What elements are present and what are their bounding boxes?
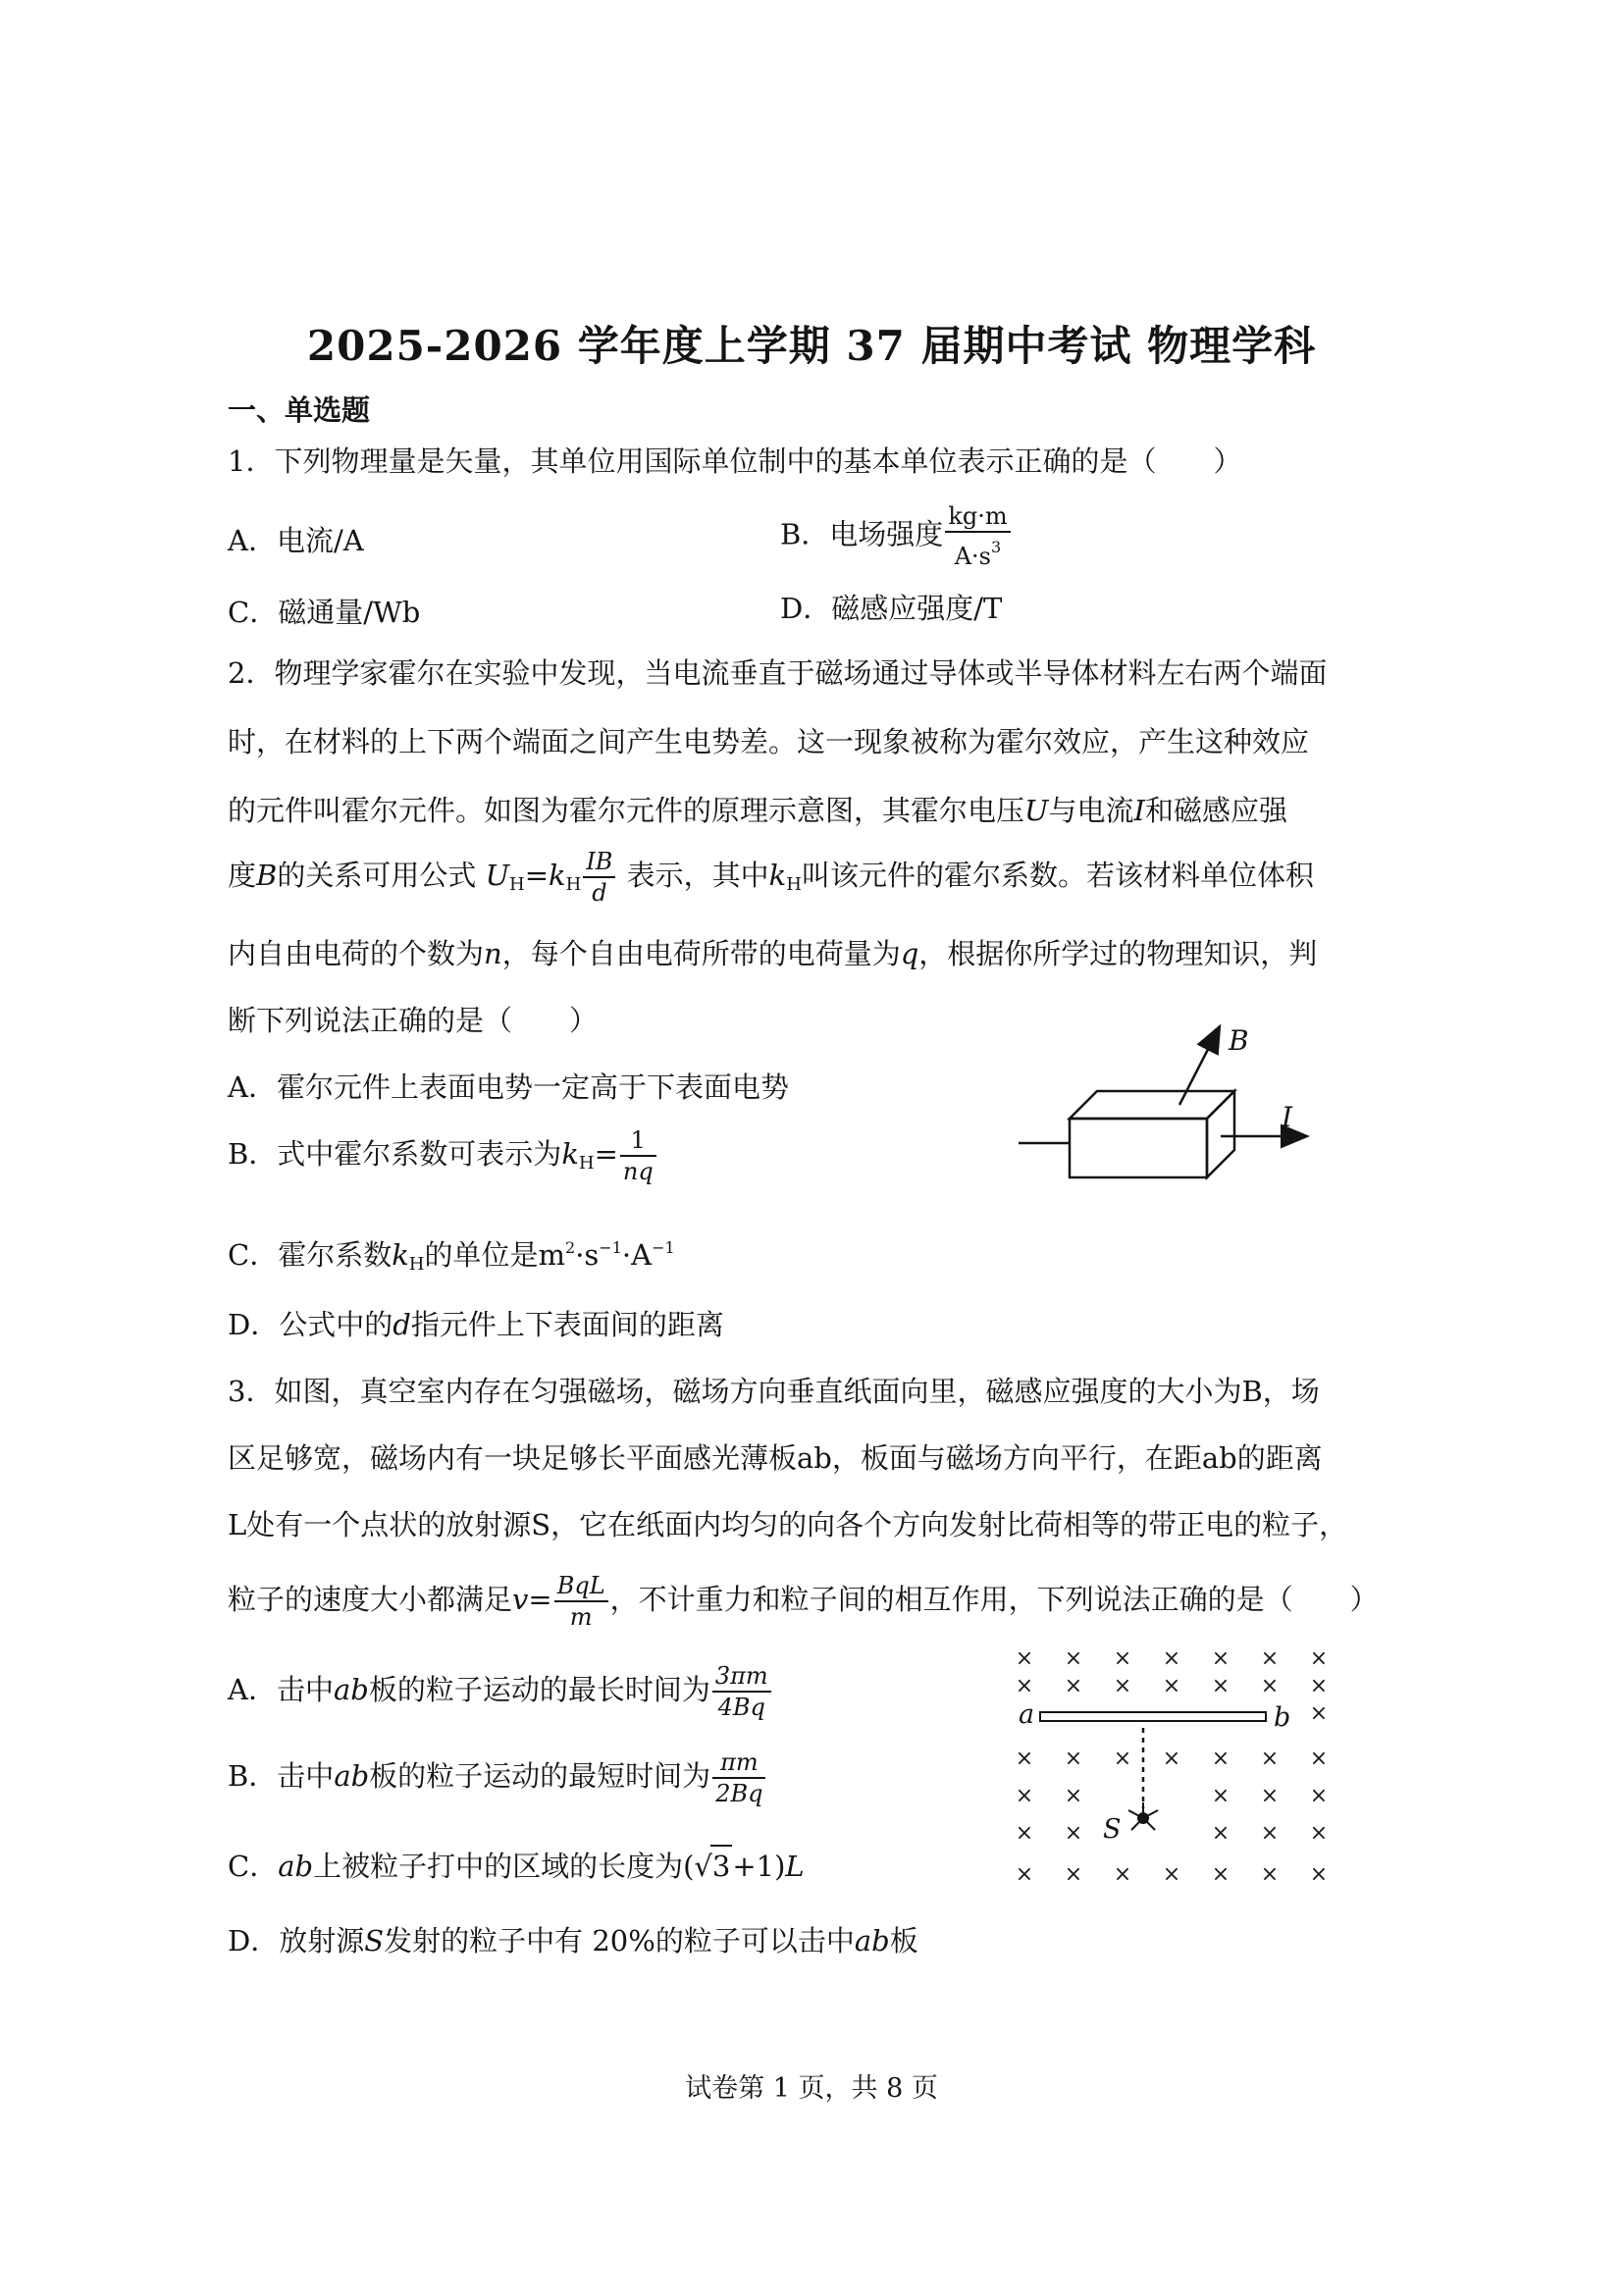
field-x-mark: × [1015,1862,1034,1887]
q2-line5-text-a: 内自由电荷的个数为 [228,937,485,970]
q3-option-c [228,1845,805,1886]
q3-line-2: 区足够宽，磁场内有一块足够长平面感光薄板ab，板面与磁场方向平行，在距ab的距离 [228,1441,1323,1475]
q2-line4-text-d: 叫该元件的霍尔系数。若该材料单位体积 [801,859,1314,892]
q2-line-1: 2．物理学家霍尔在实验中发现，当电流垂直于磁场通过导体或半导体材料左右两个端面 [228,656,1328,690]
q3-b-fraction [712,1748,765,1807]
q3-line-4 [228,1572,1379,1631]
q3-line4-text-a: 粒子的速度大小都满足 [228,1583,513,1616]
fig-label-B: B [1229,1024,1249,1057]
q2-line-6: 断下列说法正确的是（ ） [228,1004,599,1037]
formula-k: k [549,859,566,892]
magnetic-field-figure [1001,1634,1344,1899]
q3-b-numerator: πm [712,1748,765,1779]
hall-element-figure [1011,1011,1325,1197]
q2-line-4 [228,848,1314,907]
field-x-mark: × [1113,1747,1132,1771]
q3-line-1: 3．如图，真空室内存在匀强磁场，磁场方向垂直纸面向里，磁感应强度的大小为B，场 [228,1375,1320,1408]
q2-b-denominator: nq [622,1158,654,1185]
q2-line3-text-c: 和磁感应强 [1144,794,1287,827]
q2-var-n: n [484,937,502,970]
magnetic-field-arrow [1179,1028,1219,1105]
q2-line-5 [228,934,1317,973]
q2-c-unit-m: m [538,1238,565,1272]
q3-c-text: 上被粒子打中的区域的长度为( [313,1850,695,1883]
q1-b-den-exp: 3 [991,538,1002,556]
q2-line-3 [228,791,1287,830]
q2-b-k: k [561,1137,579,1171]
field-x-mark: × [1211,1821,1230,1846]
page-footer: 试卷第 1 页，共 8 页 [685,2073,938,2104]
field-x-mark: × [1064,1784,1083,1808]
q2-option-d-text: 指元件上下表面间的距离 [410,1308,724,1341]
exam-title: 2025-2026 学年度上学期 37 届期中考试 物理学科 [306,322,1317,370]
q2-option-a: A．霍尔元件上表面电势一定高于下表面电势 [228,1070,789,1104]
formula-U: U [485,859,510,892]
q3-d-end: 板 [889,1924,918,1957]
field-x-mark: × [1260,1821,1280,1846]
q3-a-fraction [712,1662,771,1721]
q1-b-denominator [945,533,1010,570]
q2-line4-text-b: 的关系可用公式 [277,859,477,892]
q2-hall-formula [485,848,618,907]
field-x-mark: × [1260,1646,1280,1671]
field-x-mark: × [1064,1646,1083,1671]
field-x-mark: × [1113,1674,1132,1698]
block-front-face [1070,1119,1207,1177]
q2-b-numerator: 1 [620,1126,656,1157]
q1-option-d: D．磁感应强度/T [780,592,1003,625]
q1-option-b-label: B．电场强度 [780,517,944,551]
field-x-mark: × [1309,1747,1329,1771]
q2-var-B: B [256,859,278,892]
q3-option-d [228,1921,918,1960]
q3-line-3: L处有一个点状的放射源S，它在纸面内均匀的向各个方向发射比荷相等的带正电的粒子， [228,1508,1348,1541]
field-x-mark: × [1162,1747,1181,1771]
q2-c-exp-2: −1 [599,1238,622,1257]
q3-a-ab: ab [333,1673,369,1706]
photosensitive-plate [1040,1712,1266,1721]
q3-c-L: L [785,1850,805,1883]
field-x-mark: × [1015,1747,1034,1771]
q2-var-k: k [768,859,787,892]
fig-label-a: a [1019,1699,1035,1730]
q3-c-root: 3 [710,1845,732,1886]
q2-c-unit-A: ·A [621,1238,653,1272]
field-x-mark: × [1064,1862,1083,1887]
field-x-mark: × [1015,1821,1034,1846]
q2-var-U: U [1024,794,1049,827]
field-x-mark: × [1309,1862,1329,1887]
field-x-mark: × [1260,1862,1280,1887]
q3-v-fraction [554,1572,608,1631]
q3-c-label: C． [228,1850,279,1883]
q1-b-numerator: kg·m [945,502,1010,533]
field-x-mark: × [1309,1784,1329,1808]
q2-line3-text-a: 的元件叫霍尔元件。如图为霍尔元件的原理示意图，其霍尔电压 [228,794,1025,827]
formula-U-sub: H [509,874,525,895]
q3-d-label: D．放射源 [228,1924,365,1957]
q3-v-numerator: BqL [554,1572,608,1602]
q2-line4-text-a: 度 [228,859,257,892]
field-x-mark: × [1064,1674,1083,1698]
sqrt-symbol: √ [694,1850,712,1883]
q2-option-d [228,1305,724,1344]
formula-denominator: d [592,879,607,907]
q2-d-var: d [393,1308,411,1341]
q2-var-I: I [1133,794,1145,827]
field-x-mark: × [1015,1784,1034,1808]
field-x-mark: × [1015,1646,1034,1671]
q3-b-text: 板的粒子运动的最短时间为 [369,1759,711,1793]
q2-option-b [228,1126,658,1185]
fig-label-S: S [1103,1814,1122,1845]
formula-equals: = [524,859,550,892]
field-x-mark: × [1309,1821,1329,1846]
q2-line5-text-b: ，每个自由电荷所带的电荷量为 [501,937,901,970]
q3-option-a [228,1662,773,1721]
q3-a-label: A．击中 [228,1673,334,1706]
field-x-mark: × [1309,1701,1329,1726]
q2-var-k-sub: H [786,874,802,895]
field-x-marks [1016,1646,1328,1887]
q1-option-b-fraction [945,502,1010,570]
field-x-mark: × [1113,1646,1132,1671]
q2-option-d-label: D．公式中的 [228,1308,393,1341]
q3-a-text: 板的粒子运动的最长时间为 [368,1673,710,1706]
q2-c-exp-3: −1 [652,1238,675,1257]
section-heading: 一、单选题 [228,393,371,427]
q2-c-exp-1: 2 [565,1238,576,1257]
formula-fraction [583,848,615,907]
block-side-face [1207,1091,1234,1177]
q2-c-k: k [392,1238,409,1272]
q2-var-q: q [900,937,919,970]
field-x-mark: × [1211,1747,1230,1771]
q2-line4-text-c: 表示，其中 [626,859,769,892]
q2-b-equals: = [594,1137,618,1171]
q3-b-ab: ab [334,1759,370,1793]
field-x-mark: × [1113,1862,1132,1887]
q2-line-2: 时，在材料的上下两个端面之间产生电势差。这一现象被称为霍尔效应，产生这种效应 [228,725,1310,758]
q2-option-b-label: B．式中霍尔系数可表示为 [228,1137,562,1171]
q1-option-a: A．电流/A [228,524,364,557]
q1-option-b [780,502,1013,570]
q3-b-label: B．击中 [228,1759,335,1793]
formula-k-sub: H [565,874,582,895]
field-x-mark: × [1309,1646,1329,1671]
q2-line3-text-b: 与电流 [1048,794,1134,827]
field-x-mark: × [1260,1674,1280,1698]
q2-option-c-label: C．霍尔系数 [228,1238,393,1272]
field-x-mark: × [1211,1674,1230,1698]
q2-b-k-sub: H [578,1153,595,1174]
q2-c-text: 的单位是 [424,1238,539,1272]
q3-c-ab: ab [278,1850,314,1883]
field-x-mark: × [1015,1674,1034,1698]
q1-b-den-base: A·s [954,543,991,570]
q3-v-equals: = [528,1583,552,1616]
q3-var-v: v [512,1583,529,1616]
q3-v-denominator: m [569,1603,593,1631]
source-rays [1128,1802,1158,1830]
field-x-mark: × [1211,1862,1230,1887]
q3-b-denominator: 2Bq [715,1780,763,1807]
q3-line4-text-b: ，不计重力和粒子间的相互作用，下列说法正确的是（ ） [609,1583,1379,1616]
field-x-mark: × [1064,1747,1083,1771]
field-x-mark: × [1309,1674,1329,1698]
formula-numerator: IB [583,848,615,878]
q3-option-b [228,1748,767,1807]
q3-a-denominator: 4Bq [717,1694,765,1721]
field-x-mark: × [1162,1862,1181,1887]
field-x-mark: × [1162,1646,1181,1671]
q3-d-text: 发射的粒子中有 20%的粒子可以击中 [384,1924,855,1957]
q3-c-end: +1) [732,1850,786,1883]
fig-label-I: I [1282,1101,1293,1133]
q2-b-fraction [620,1126,656,1185]
q3-d-ab: ab [854,1924,890,1957]
q1-stem: 1．下列物理量是矢量，其单位用国际单位制中的基本单位表示正确的是（ ） [228,444,1242,478]
q3-a-numerator: 3πm [712,1662,771,1693]
fig-label-b: b [1274,1702,1291,1733]
q2-c-unit-s: ·s [575,1238,600,1272]
q2-c-k-sub: H [408,1254,425,1275]
q2-line5-text-c: ，根据你所学过的物理知识，判 [918,937,1318,970]
q3-d-S: S [364,1924,385,1957]
q2-option-c [228,1228,675,1284]
q1-option-c: C．磁通量/Wb [228,596,421,629]
field-x-mark: × [1211,1646,1230,1671]
field-x-mark: × [1260,1747,1280,1771]
field-x-mark: × [1064,1821,1083,1846]
field-x-mark: × [1162,1674,1181,1698]
field-x-mark: × [1211,1784,1230,1808]
field-x-mark: × [1260,1784,1280,1808]
